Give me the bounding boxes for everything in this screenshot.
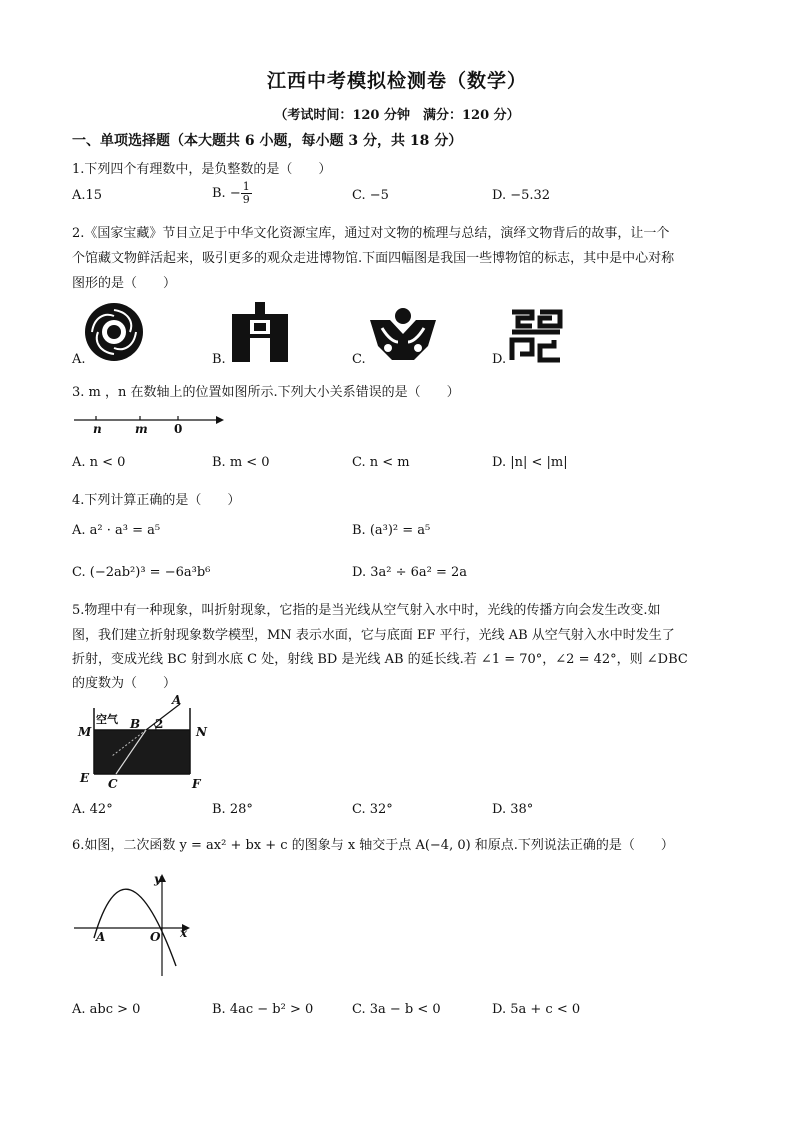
museum-logo-d-icon (510, 310, 562, 362)
page-title: 江西中考模拟检测卷（数学） (266, 70, 527, 92)
q6-label-a: A (96, 930, 106, 944)
q3-axis-label-n: n (93, 422, 102, 436)
q5-label-c: C (108, 777, 118, 791)
q5-label-f: F (192, 777, 201, 791)
q2-label-c: C. (352, 352, 366, 367)
q5-option-a: A. 42° (72, 802, 113, 817)
q2-stem-line3: 图形的是（ ） (72, 276, 177, 291)
q3-stem: 3. m ，n 在数轴上的位置如图所示.下列大小关系错误的是（ ） (72, 385, 460, 400)
q1-option-d: D. −5.32 (492, 188, 551, 203)
q3-option-b: B. m < 0 (212, 455, 270, 470)
q6-stem: 6.如图，二次函数 y = ax² + bx + c 的图象与 x 轴交于点 A(−4, 0) 和原点.下列说法正确的是（ ） (72, 838, 674, 853)
q1-option-c: C. −5 (352, 188, 389, 203)
q5-label-e: E (80, 771, 90, 785)
q5-stem-line3: 折射，变成光线 BC 射到水底 C 处，射线 BD 是光线 AB 的延长线.若 ∠1 = 70°，∠2 = 42°，则 ∠DBC (72, 652, 688, 667)
museum-logo-b-icon (230, 302, 290, 364)
q1-stem: 1.下列四个有理数中，是负整数的是（ ） (72, 162, 332, 177)
q3-option-a: A. n < 0 (72, 455, 126, 470)
q1-b-numerator: 1 (242, 180, 250, 193)
q4-option-c: C. (−2ab²)³ = −6a³b⁶ (72, 565, 211, 580)
q3-option-c: C. n < m (352, 455, 410, 470)
q1-option-b (212, 181, 252, 206)
q2-label-d: D. (492, 352, 507, 367)
q5-label-air: 空气 (96, 713, 118, 726)
q5-stem-line1: 5.物理中有一种现象，叫折射现象，它指的是当光线从空气射入水中时，光线的传播方向会发生改变.如 (72, 603, 661, 618)
q1-option-a: A.15 (72, 188, 103, 203)
q5-option-c: C. 32° (352, 802, 393, 817)
q6-label-x: x (180, 926, 188, 940)
q6-option-b: B. 4ac − b² > 0 (212, 1002, 314, 1017)
q3-axis-label-m: m (135, 422, 148, 436)
q6-label-y: y (154, 872, 161, 886)
q5-option-b: B. 28° (212, 802, 253, 817)
q3-axis-label-0: 0 (174, 422, 183, 436)
museum-logo-c-icon (368, 306, 438, 362)
q2-label-b: B. (212, 352, 226, 367)
q6-label-o: O (150, 930, 161, 944)
q5-label-n: N (196, 725, 207, 739)
q5-label-a: A (172, 693, 182, 707)
q5-label-m: M (78, 725, 92, 739)
q3-option-d: D. |n| < |m| (492, 455, 568, 470)
q4-option-d: D. 3a² ÷ 6a² = 2a (352, 565, 468, 580)
q5-stem-line2: 图，我们建立折射现象数学模型，MN 表示水面，它与底面 EF 平行，光线 AB 从空气射入水中时发生了 (72, 628, 675, 643)
q6-option-c: C. 3a − b < 0 (352, 1002, 441, 1017)
q6-option-a: A. abc > 0 (72, 1002, 141, 1017)
q4-stem: 4.下列计算正确的是（ ） (72, 493, 241, 508)
q1-option-b-prefix: B. − (212, 186, 241, 201)
q2-stem-line2: 个馆藏文物鲜活起来，吸引更多的观众走进博物馆.下面四幅图是我国一些博物馆的标志，其中是中心对称 (72, 251, 675, 266)
q6-option-d: D. 5a + c < 0 (492, 1002, 581, 1017)
section-heading: 一、单项选择题（本大题共 6 小题，每小题 3 分，共 18 分） (72, 133, 463, 149)
q5-label-angle-2: 2 (155, 717, 164, 731)
q2-label-a: A. (72, 352, 86, 367)
q5-label-b: B (130, 717, 141, 731)
q1-option-b-fraction (241, 181, 252, 206)
q4-option-a: A. a² · a³ = a⁵ (72, 523, 161, 538)
q5-option-d: D. 38° (492, 802, 534, 817)
q4-option-b: B. (a³)² = a⁵ (352, 523, 431, 538)
q2-stem-line1: 2.《国家宝藏》节目立足于中华文化资源宝库，通过对文物的梳理与总结，演绎文物背后的故事，让一个 (72, 226, 670, 241)
q1-b-denominator: 9 (242, 193, 250, 206)
q5-stem-line4: 的度数为（ ） (72, 676, 177, 691)
exam-info: （考试时间：120 分钟 满分：120 分） (274, 108, 520, 123)
museum-logo-a-icon (84, 302, 146, 364)
